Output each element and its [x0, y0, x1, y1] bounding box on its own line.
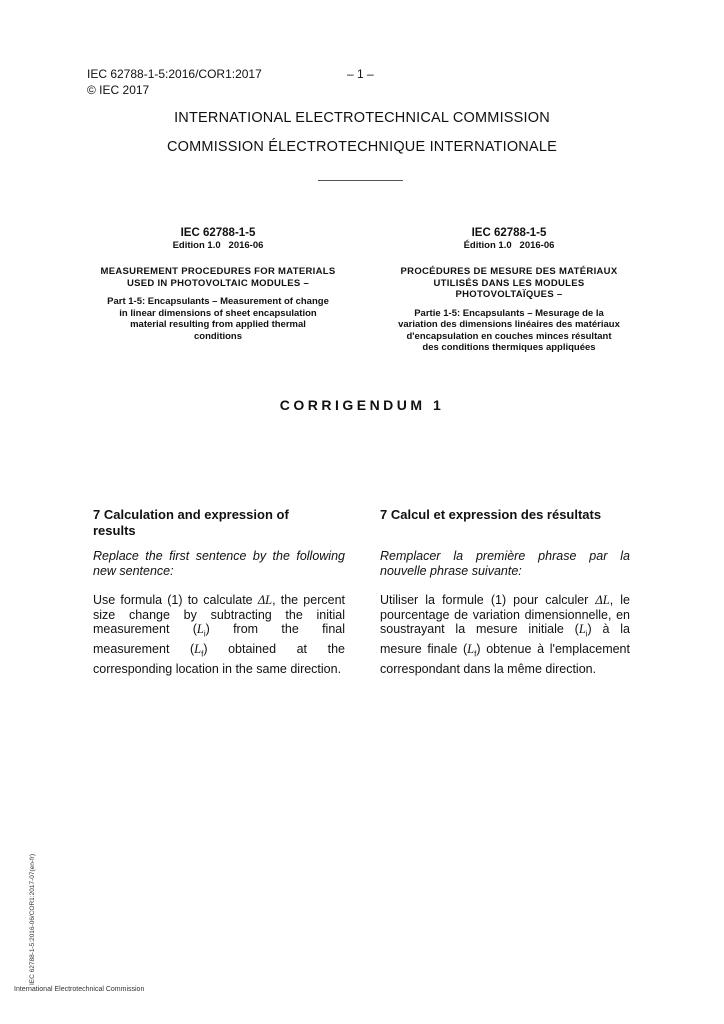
document-reference: IEC 62788-1-5:2016/COR1:2017 [87, 67, 262, 81]
body-paragraph [93, 593, 345, 677]
body-text: ) à la mesure finale ( [380, 622, 630, 656]
part-line: Part 1-5: Encapsulants – Measurement of change [107, 296, 329, 307]
body-paragraph [380, 593, 630, 677]
french-standard-block [375, 226, 643, 354]
part-line: conditions [193, 330, 243, 342]
subscript: f [201, 649, 204, 659]
body-text: , the percent size change by subtracting the initial measurement ( [93, 593, 345, 636]
body-text: ) from the final measurement ( [93, 622, 345, 656]
part-line: variation des dimensions linéaires des matériaux [398, 319, 620, 330]
body-text: ) obtenue à l'emplacement correspondant dans la même direction. [380, 642, 630, 676]
l-symbol: L [578, 622, 586, 636]
part-line: in linear dimensions of sheet encapsulation [119, 307, 317, 319]
instruction: Remplacer la première phrase par la nouvelle phrase suivante: [380, 549, 630, 578]
subscript: i [203, 629, 206, 639]
section-heading: 7 Calcul et expression des résultats [380, 507, 602, 522]
corrigendum-title: CORRIGENDUM 1 [279, 397, 445, 413]
english-standard-block [88, 226, 348, 342]
l-symbol: L [194, 642, 202, 656]
title-line: PHOTOVOLTAÏQUES – [455, 289, 563, 300]
part-line: Partie 1-5: Encapsulants – Mesurage de la [414, 307, 604, 319]
l-symbol: L [467, 642, 475, 656]
footer-text: International Electrotechnical Commission [14, 986, 145, 993]
divider [318, 180, 403, 181]
title-line: UTILISÉS DANS LES MODULES [433, 277, 585, 289]
subscript: f [474, 649, 477, 659]
copyright: © IEC 2017 [87, 83, 150, 97]
french-section [380, 507, 630, 677]
delta-l-symbol: ΔL [257, 593, 273, 607]
instruction: Replace the first sentence by the following new sentence: [93, 549, 345, 578]
side-reference: IEC 62788-1-5:2016-06/COR1:2017-07(en-fr) [29, 853, 36, 985]
org-name-english: INTERNATIONAL ELECTROTECHNICAL COMMISSION [174, 110, 550, 126]
edition: Édition 1.0 2016-06 [463, 240, 555, 251]
standard-number: IEC 62788-1-5 [471, 227, 547, 239]
subscript: i [585, 629, 588, 639]
section-heading: results [93, 523, 136, 538]
part-line: des conditions thermiques appliquées [422, 342, 596, 353]
delta-l-symbol: ΔL [595, 593, 610, 607]
section-heading: 7 Calculation and expression of [93, 507, 289, 522]
part-line: material resulting from applied thermal [130, 319, 306, 330]
title-line: PROCÉDURES DE MESURE DES MATÉRIAUX [400, 266, 618, 277]
body-text: Use formula (1) to calculate [93, 593, 258, 607]
title-line: MEASUREMENT PROCEDURES FOR MATERIALS [100, 266, 336, 277]
body-text: , le pourcentage de variation dimensionnelle, en soustrayant la mesure initiale ( [380, 593, 630, 636]
org-name-french: COMMISSION ÉLECTROTECHNIQUE INTERNATIONALE [166, 139, 557, 155]
part-line: d'encapsulation en couches minces résultant [406, 330, 612, 342]
edition: Edition 1.0 2016-06 [172, 240, 264, 251]
standard-number: IEC 62788-1-5 [180, 227, 256, 239]
l-symbol: L [196, 622, 204, 636]
page-number: – 1 – [347, 67, 374, 81]
title-line: USED IN PHOTOVOLTAIC MODULES – [126, 277, 310, 289]
english-section [93, 507, 345, 677]
body-text: Utiliser la formule (1) pour calculer [380, 593, 596, 607]
body-text: ) obtained at the corresponding location in the same direction. [93, 642, 345, 676]
